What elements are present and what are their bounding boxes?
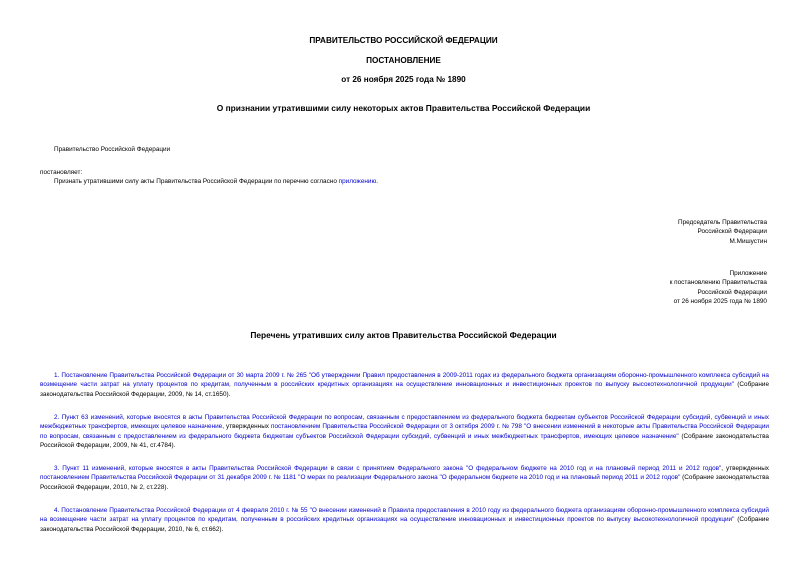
document-title: О признании утратившими силу некоторых актов Правительства Российской Федерации <box>216 103 591 113</box>
appendix-link[interactable]: приложению <box>338 178 377 185</box>
item-source: (Собрание законодательства Российской Федерации, 2010, № 2, ст.228). <box>40 474 769 491</box>
signature-country: Российской Федерации <box>697 228 767 236</box>
appendix-ref: к постановлению Правительства <box>669 279 767 287</box>
item-source: (Собрание законодательства Российской Федерации, 2009, № 14, ст.1650). <box>40 381 770 398</box>
issuer: Правительство Российской Федерации <box>54 146 171 153</box>
signature-block <box>678 218 767 246</box>
list-item <box>40 413 769 451</box>
item-mid: , утвержденных <box>222 423 272 431</box>
item-source: (Собрание законодательства Российской Федерации, 2009, № 41, ст.4784). <box>40 432 769 450</box>
signature-position: Председатель Правительства <box>678 219 767 226</box>
signature-name: М.Мишустин <box>729 237 767 245</box>
appendix-date: от 26 ноября 2025 года № 1890 <box>673 298 767 306</box>
item-link-2[interactable]: постановлением Правительства Российской Федерации от 31 декабря 2009 г. № 1181 "О мерах по реализации Федерального закона "О федеральном бюджете на 2010 год и на плановый период 2011 и 2012 годов" <box>40 474 681 482</box>
list-item <box>40 464 769 492</box>
doc-type-heading: ПОСТАНОВЛЕНИЕ <box>366 56 441 65</box>
decision-end: . <box>376 178 379 185</box>
item-link[interactable]: 1. Постановление Правительства Российской Федерации от 30 марта 2009 г. № 265 "Об утверждении Правил предоставления в 2009-2011 годах из федерального бюджета организациям оборонно-промышленного комплекса субсидий на возмещение части затрат на уплату процентов по кредитам, полученным в российских кредитных организациях на осуществление инновационных и инвестиционных проектов по выпуску высокотехнологичной продукции" <box>40 372 769 389</box>
org-heading: ПРАВИТЕЛЬСТВО РОССИЙСКОЙ ФЕДЕРАЦИИ <box>309 36 498 45</box>
item-mid: , утвержденных <box>721 465 769 472</box>
item-source: (Собрание законодательства Российской Федерации, 2010, № 6, ст.662). <box>40 516 769 533</box>
appendix-label: Приложение <box>729 270 767 277</box>
appendix-country: Российской Федерации <box>697 288 767 296</box>
list-item <box>40 371 769 399</box>
item-link[interactable]: 4. Постановление Правительства Российской Федерации от 4 февраля 2010 г. № 55 "О внесении изменений в Правила предоставления в 2010 году из федерального бюджета организациям оборонно-промышленного комплекса субсидий на возмещение части затрат на уплату процентов по кредитам, полученным в российских кредитных организациях на осуществление инновационных и инвестиционных проектов по выпуску высокотехнологичной продукции" <box>40 507 769 524</box>
item-link[interactable]: 3. Пункт 11 изменений, которые вносятся в акты Правительства Российской Федерации в связи с принятием Федерального закона "О федеральном бюджете на 2010 год и на плановый период 2011 и 2012 годов" <box>54 465 722 472</box>
item-link-2[interactable]: постановлением Правительства Российской Федерации от 3 октября 2009 г. № 798 "О внесении изменений в некоторые акты Правительства Российской Федерации по вопросам, связанным с предоставлением из федерального бюджета бюджетам субъектов Российской Федерации субсидий, субвенций и иных межбюджетных трансфертов, имеющих целевое назначение" <box>40 423 769 440</box>
date-number: от 26 ноября 2025 года № 1890 <box>341 75 466 84</box>
decides: постановляет: <box>40 169 83 176</box>
appendix-title: Перечень утративших силу актов Правительства Российской Федерации <box>250 330 557 340</box>
list-item <box>40 506 769 534</box>
decision-paragraph <box>54 177 378 186</box>
item-link[interactable]: 2. Пункт 63 изменений, которые вносятся в акты Правительства Российской Федерации по вопросам, связанным с предоставлением из федерального бюджета бюджетам субъектов Российской Федерации субсидий, субвенций и иных межбюджетных трансфертов, имеющих целевое назначение <box>40 414 769 431</box>
appendix-header <box>670 269 767 307</box>
decision-text: Признать утратившими силу акты Правительства Российской Федерации по перечню согласно <box>54 178 339 185</box>
